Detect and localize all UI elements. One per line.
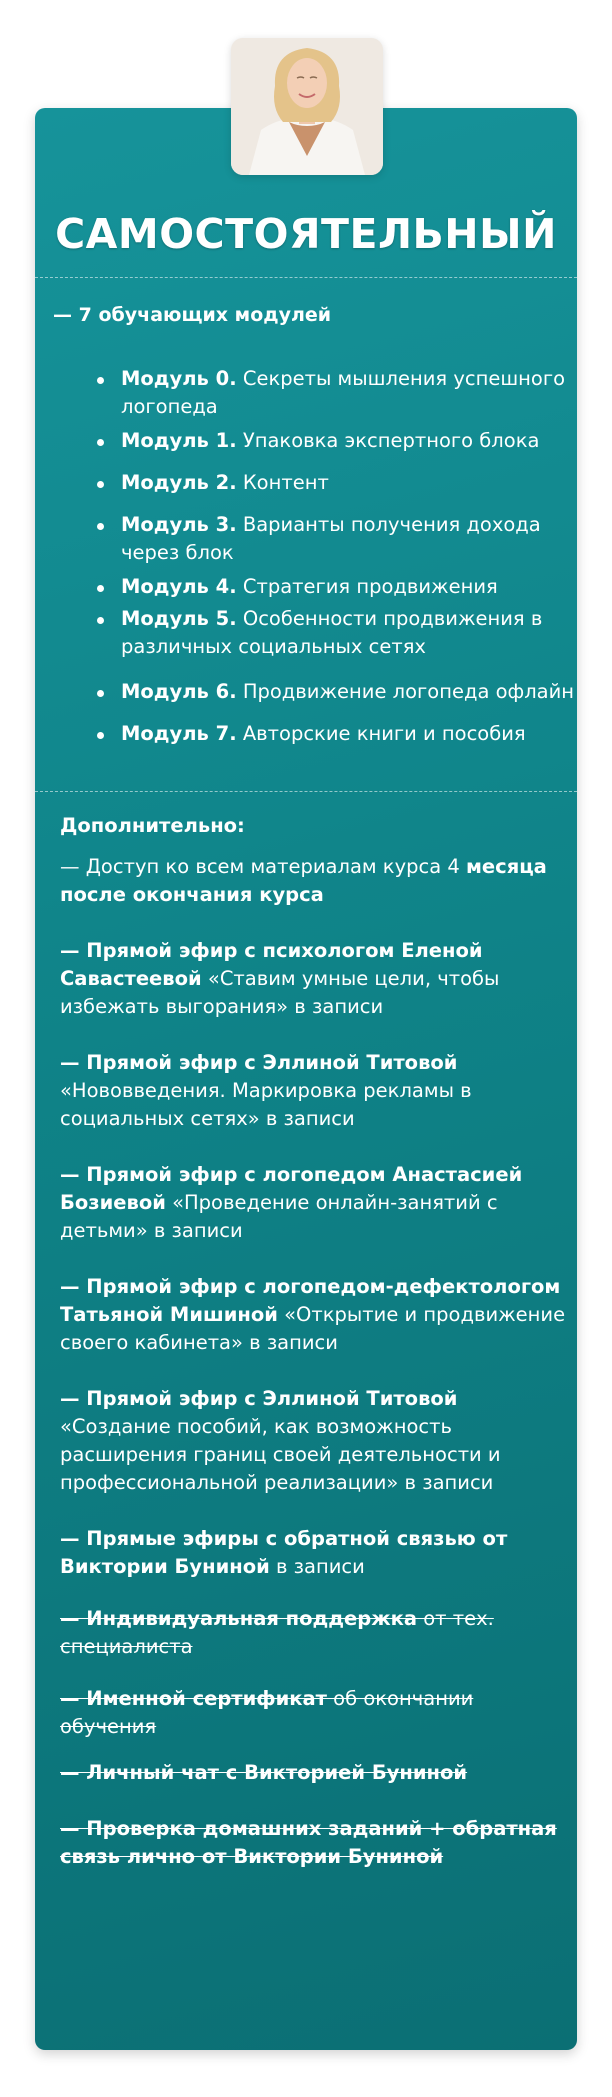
extra-pre: — Доступ ко всем материалам курса 4 <box>60 855 466 878</box>
module-label: Модуль 7. <box>121 722 237 745</box>
module-text: Варианты получения дохода через блок <box>121 513 541 564</box>
module-item <box>93 511 601 567</box>
module-text: Особенности продвижения в различных социальных сетях <box>121 607 543 658</box>
extra-bold: — Прямой эфир с логопедом-дефектологом Татьяной Мишиной <box>60 1275 561 1326</box>
module-text: Контент <box>236 471 329 494</box>
extra-bold: — Прямые эфиры с обратной связью от Виктории Буниной <box>60 1527 508 1578</box>
module-label: Модуль 5. <box>121 607 237 630</box>
extra-bold: — Прямой эфир с логопедом Анастасией Бозиевой <box>60 1163 523 1214</box>
extra-post: «Нововведения. Маркировка рекламы в социальных сетях» в записи <box>60 1079 472 1130</box>
extra-item <box>60 1685 568 1741</box>
module-text: Авторские книги и пособия <box>236 722 526 745</box>
module-text: Продвижение логопеда офлайн <box>236 680 575 703</box>
extra-item <box>60 1605 568 1661</box>
bullet-icon <box>97 732 104 739</box>
extra-item <box>60 1273 568 1357</box>
extra-item <box>60 1385 568 1497</box>
extra-item <box>60 1049 568 1133</box>
extra-post: «Проведение онлайн-занятий с детьми» в записи <box>60 1191 498 1242</box>
extra-item <box>60 937 568 1021</box>
extra-bold: месяца после окончания курса <box>60 855 547 906</box>
module-label: Модуль 6. <box>121 680 237 703</box>
module-label: Модуль 0. <box>121 367 237 390</box>
module-text: Секреты мышления успешного логопеда <box>121 367 566 418</box>
extra-bold: — Индивидуальная поддержка <box>60 1607 418 1630</box>
bullet-icon <box>97 585 104 592</box>
bullet-icon <box>97 439 104 446</box>
module-item <box>93 469 601 497</box>
extra-post: «Ставим умные цели, чтобы избежать выгорания» в записи <box>60 967 500 1018</box>
extra-bold: — Проверка домашних заданий + обратная связь лично от Виктории Буниной <box>60 1817 557 1868</box>
extra-bold: — Личный чат с Викторией Буниной <box>60 1761 468 1784</box>
extra-item <box>60 1161 568 1245</box>
bullet-icon <box>97 617 104 624</box>
extra-item <box>60 1759 568 1787</box>
extra-bold: — Именной сертификат <box>60 1687 327 1710</box>
extras-heading: Дополнительно: <box>60 814 245 837</box>
module-label: Модуль 3. <box>121 513 237 536</box>
plan-title: САМОСТОЯТЕЛЬНЫЙ <box>55 210 557 258</box>
module-text: Стратегия продвижения <box>236 575 498 598</box>
plan-card <box>35 108 577 2050</box>
module-label: Модуль 1. <box>121 429 237 452</box>
extra-post: об окончании обучения <box>60 1687 474 1738</box>
extra-item <box>60 853 568 909</box>
module-item <box>93 678 601 706</box>
module-label: Модуль 4. <box>121 575 237 598</box>
bullet-icon <box>97 377 104 384</box>
extra-post: в записи <box>269 1555 365 1578</box>
module-item <box>93 365 601 421</box>
extra-bold: — Прямой эфир с Эллиной Титовой <box>60 1051 458 1074</box>
extra-post: «Создание пособий, как возможность расширения границ своей деятельности и профессиональной реализации» в записи <box>60 1415 501 1494</box>
extra-item <box>60 1815 568 1871</box>
instructor-photo <box>231 38 383 175</box>
module-item <box>93 427 601 455</box>
module-item <box>93 720 601 748</box>
extra-post: «Открытие и продвижение своего кабинета» в записи <box>60 1303 566 1354</box>
module-text: Упаковка экспертного блока <box>236 429 540 452</box>
bullet-icon <box>97 481 104 488</box>
bullet-icon <box>97 523 104 530</box>
extra-post: от тех. специалиста <box>60 1607 494 1658</box>
module-item <box>93 605 601 661</box>
extra-item <box>60 1525 568 1581</box>
divider <box>35 277 577 278</box>
extra-bold: — Прямой эфир с Эллиной Титовой <box>60 1387 458 1410</box>
module-item <box>93 573 601 601</box>
extra-bold: — Прямой эфир с психологом Еленой Савастеевой <box>60 939 483 990</box>
modules-heading: — 7 обучающих модулей <box>53 304 332 326</box>
divider <box>35 791 577 792</box>
bullet-icon <box>97 690 104 697</box>
avatar <box>231 38 383 175</box>
module-label: Модуль 2. <box>121 471 237 494</box>
